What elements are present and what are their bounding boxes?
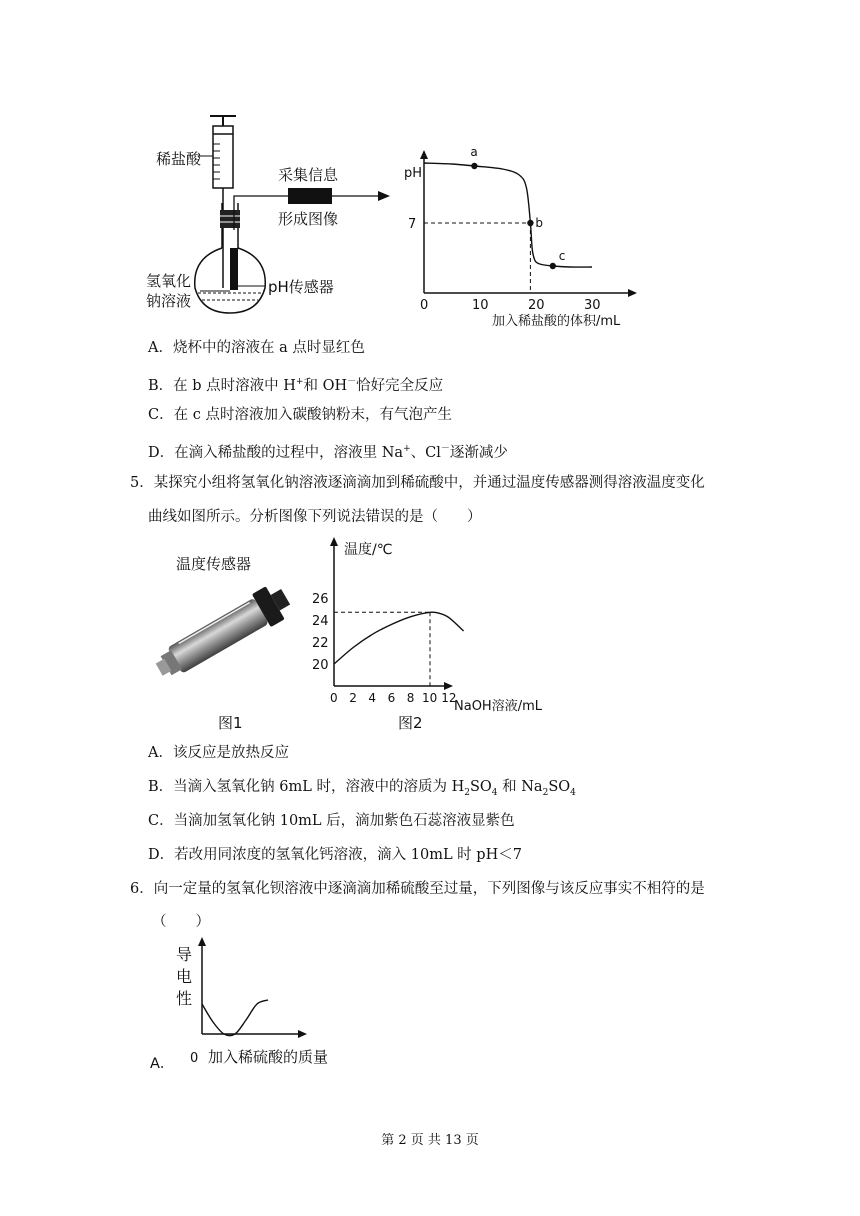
y-axis-arrow	[330, 537, 338, 546]
collect-label-1: 采集信息	[278, 166, 339, 184]
option-text: 当滴入氢氧化钠 6mL 时，溶液中的溶质为 H	[173, 779, 465, 795]
x-tick-label: 8	[406, 691, 415, 705]
point-label-b: b	[535, 216, 544, 230]
option-prefix: D．	[148, 847, 175, 863]
x-tick-label: 10	[422, 691, 438, 705]
y-tick-label: 7	[408, 217, 417, 232]
option-text: 逐渐减少	[449, 444, 508, 461]
x-tick-label: 30	[584, 298, 601, 313]
option-text: 在滴入稀盐酸的过程中，溶液里 Na	[174, 444, 404, 461]
option-text: 烧杯中的溶液在 a 点时显红色	[172, 340, 365, 356]
solution-label-2: 钠溶液	[146, 292, 192, 310]
x-axis-label: NaOH溶液/mL	[454, 699, 542, 714]
option-text: 在 b 点时溶液中 H	[173, 377, 296, 394]
y-axis-label-char: 性	[176, 989, 193, 1008]
question-number: 5．	[130, 475, 154, 491]
q6-stem-line2: （ ）	[152, 914, 210, 930]
conductivity-curve	[202, 1000, 268, 1036]
page-footer: 第 2 页 共 13 页	[381, 1133, 479, 1148]
photo-label: 温度传感器	[176, 555, 252, 573]
question-text: 向一定量的氢氧化钡溶液中逐滴滴加稀硫酸至过量，下列图像与该反应事实不相符的是	[153, 881, 705, 897]
q5-option-c[interactable]	[148, 811, 515, 831]
superscript: +	[295, 377, 304, 387]
option-prefix: B．	[148, 779, 174, 795]
x-axis-label: 加入稀盐酸的体积/mL	[492, 314, 621, 329]
option-prefix: A．	[148, 745, 173, 761]
fig1-caption: 图1	[218, 714, 243, 732]
x-tick-label: 20	[528, 298, 545, 313]
x-tick-label: 6	[387, 691, 396, 705]
superscript: －	[440, 444, 450, 454]
option-prefix: B．	[148, 377, 174, 394]
syringe-label: 稀盐酸	[156, 150, 202, 168]
apparatus-figure	[140, 108, 400, 328]
x-tick-label: 10	[472, 298, 489, 313]
x-tick-label: 4	[368, 691, 377, 705]
y-tick-label: 20	[312, 658, 329, 673]
point-label-a: a	[470, 145, 478, 159]
y-axis-arrow	[420, 150, 428, 159]
ph-curve	[424, 163, 592, 267]
x-tick-label: 12	[441, 691, 457, 705]
temperature-curve	[334, 612, 464, 664]
q5-stem-line1	[130, 473, 705, 493]
x-axis-arrow	[444, 682, 453, 690]
y-axis-label-char: 导	[176, 945, 193, 964]
option-text: SO	[469, 779, 492, 795]
solution-label-1: 氢氧化	[146, 272, 192, 290]
q4-option-c[interactable]	[148, 405, 452, 425]
q6-stem-line1	[130, 879, 705, 899]
subscript: 4	[491, 787, 498, 798]
conductivity-chart-svg	[140, 936, 360, 1076]
conductivity-chart[interactable]	[140, 936, 360, 1076]
q5-option-b[interactable]	[148, 777, 576, 803]
x-axis-label: 加入稀硫酸的质量	[208, 1048, 329, 1066]
point-label-c: c	[558, 249, 566, 263]
q5-option-a[interactable]	[148, 743, 289, 763]
x-tick-label: 0	[420, 298, 429, 313]
question-text: 某探究小组将氢氧化钠溶液逐滴滴加到稀硫酸中，并通过温度传感器测得溶液温度变化	[153, 475, 705, 491]
option-text: 和 Na	[497, 779, 543, 795]
x-axis-arrow	[628, 289, 637, 297]
option-a-label: A．	[150, 1056, 175, 1072]
x-axis-arrow	[298, 1030, 307, 1038]
data-point-b	[527, 220, 533, 226]
subscript: 2	[464, 787, 470, 798]
temperature-chart-svg	[306, 536, 566, 736]
superscript: －	[347, 377, 357, 387]
option-prefix: A．	[148, 340, 173, 356]
y-axis-arrow	[198, 937, 206, 946]
subscript: 2	[542, 787, 549, 798]
x-tick-label: 0	[330, 691, 338, 705]
y-axis-label: 温度/℃	[344, 542, 393, 558]
y-axis-label: pH	[404, 166, 423, 181]
y-tick-label: 22	[312, 636, 329, 651]
q4-option-b[interactable]	[148, 372, 443, 396]
option-text: SO	[548, 779, 571, 795]
y-axis-label-char: 电	[176, 967, 193, 986]
option-text: 若改用同浓度的氢氧化钙溶液，滴入 10mL 时 pH＜7	[174, 847, 522, 863]
question-number: 6．	[130, 881, 154, 897]
option-prefix: C．	[148, 407, 174, 423]
option-text: 在 c 点时溶液加入碳酸钠粉末，有气泡产生	[173, 407, 452, 423]
q4-option-a[interactable]	[148, 338, 365, 358]
sensor-label: pH传感器	[268, 278, 334, 296]
temperature-sensor-photo	[148, 575, 300, 685]
superscript: +	[403, 444, 411, 454]
option-text: 恰好完全反应	[356, 377, 444, 394]
y-tick-label: 24	[312, 614, 329, 629]
subscript: 4	[570, 787, 576, 798]
fig2-caption: 图2	[398, 714, 423, 732]
option-text: 、Cl	[410, 444, 441, 461]
option-prefix: D．	[148, 444, 175, 461]
ph-chart-svg	[396, 145, 646, 330]
origin-label: 0	[190, 1051, 199, 1066]
option-text: 该反应是放热反应	[172, 745, 289, 761]
y-tick-label: 26	[312, 592, 329, 607]
temperature-chart	[306, 536, 566, 736]
q5-stem-line2: 曲线如图所示。分析图像下列说法错误的是（ ）	[148, 509, 482, 525]
option-text: 当滴加氢氧化钠 10mL 后，滴加紫色石蕊溶液显紫色	[173, 813, 515, 829]
collect-label-2: 形成图像	[278, 210, 339, 228]
data-point-c	[550, 263, 556, 269]
data-point-a	[471, 163, 477, 169]
ph-chart	[396, 145, 646, 330]
option-text: 和 OH	[303, 377, 348, 394]
q4-option-d[interactable]	[148, 439, 508, 463]
x-tick-label: 2	[349, 691, 357, 705]
option-prefix: C．	[148, 813, 174, 829]
q5-option-d[interactable]	[148, 845, 522, 865]
